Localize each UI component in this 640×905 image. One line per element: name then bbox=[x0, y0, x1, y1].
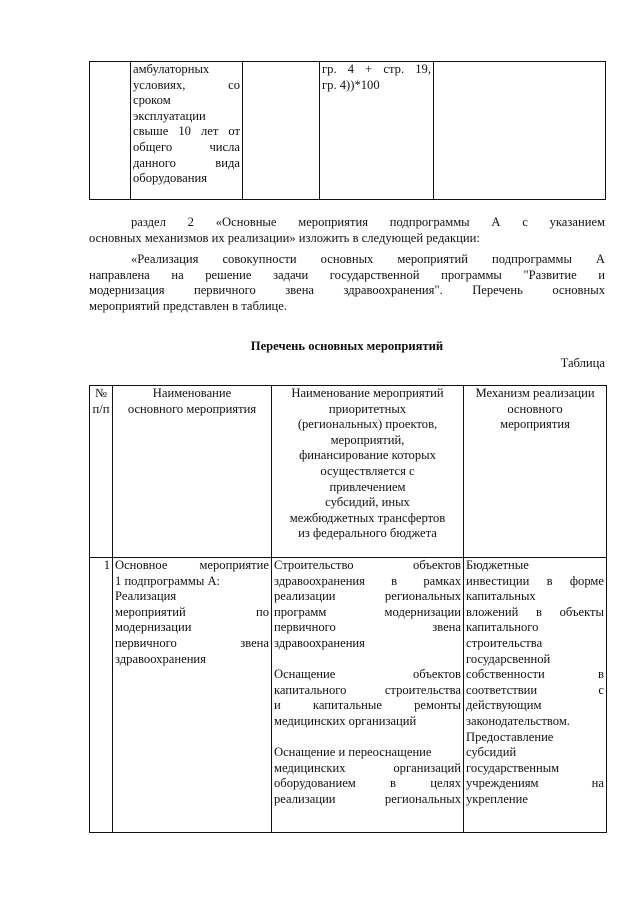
cell-line: оборудованием в целях bbox=[274, 776, 461, 791]
cell-line: данного вида bbox=[133, 155, 240, 170]
cell-line: здравоохранения bbox=[274, 635, 365, 650]
cell-line: Реализация bbox=[115, 589, 177, 604]
cell-line: амбулаторных bbox=[133, 62, 210, 76]
cell-line: собственности в bbox=[466, 667, 604, 682]
paragraph-line: направлена на решение задачи государственной программы "Развитие и bbox=[89, 267, 605, 282]
table-cell bbox=[90, 62, 131, 200]
cell-line: эксплуатации bbox=[133, 108, 206, 123]
cell-line: Оснащение и переоснащение bbox=[274, 745, 432, 760]
cell-line: инвестиции в форме bbox=[466, 573, 604, 588]
header-line: мероприятия bbox=[500, 417, 570, 432]
cell-line: реализации региональных bbox=[274, 589, 461, 604]
table-label: Таблица bbox=[560, 356, 605, 370]
cell-line: гр. 4 + стр. 19, bbox=[322, 62, 431, 76]
header-num bbox=[90, 386, 113, 558]
row-events bbox=[272, 558, 464, 833]
cell-line: Предоставление bbox=[466, 729, 554, 744]
header-line: Наименование bbox=[152, 386, 232, 400]
cell-line: вложений в объекты bbox=[466, 604, 604, 619]
paragraph-realization bbox=[89, 252, 605, 314]
cell-line: модернизации bbox=[115, 620, 192, 635]
header-name bbox=[113, 386, 272, 558]
cell-line: Строительство объектов bbox=[274, 558, 461, 572]
row-name bbox=[113, 558, 272, 833]
header-line: № bbox=[94, 386, 108, 400]
header-line: осуществляется с bbox=[320, 463, 415, 478]
header-line: финансирование которых bbox=[299, 448, 436, 463]
row-mechanism bbox=[464, 558, 607, 833]
cell-line: Основное мероприятие bbox=[115, 558, 269, 572]
cell-line: первичного звена bbox=[115, 635, 269, 650]
header-mechanism bbox=[464, 386, 607, 558]
cell-line: капитального строительства bbox=[274, 682, 461, 697]
cell-line: оборудования bbox=[133, 171, 207, 186]
cell-line: 1 подпрограммы А: bbox=[115, 573, 221, 588]
paragraph-section-2 bbox=[89, 215, 605, 246]
cell-line: государственным bbox=[466, 760, 560, 775]
table-cell bbox=[243, 62, 320, 200]
cell-line: законодательством. bbox=[466, 713, 570, 728]
cell-line: строительства bbox=[466, 635, 543, 650]
cell-line: медицинских организаций bbox=[274, 713, 417, 728]
spacer bbox=[274, 652, 461, 668]
section-title: Перечень основных мероприятий bbox=[250, 339, 444, 353]
header-line: Наименование мероприятий bbox=[291, 386, 444, 400]
paragraph-line: модернизация первичного звена здравоохранения". Перечень основных bbox=[89, 283, 605, 298]
cell-line: медицинских организаций bbox=[274, 760, 461, 775]
cell-line: мероприятий по bbox=[115, 604, 269, 619]
cell-line: свыше 10 лет от bbox=[133, 124, 240, 139]
cell-line: действующим bbox=[466, 698, 542, 713]
cell-line: первичного звена bbox=[274, 620, 461, 635]
header-line: межбюджетных трансфертов bbox=[289, 510, 446, 525]
header-events bbox=[272, 386, 464, 558]
header-line: (региональных) проектов, bbox=[297, 417, 438, 432]
paragraph-line: мероприятий представлен в таблице. bbox=[89, 298, 288, 313]
main-events-table bbox=[89, 385, 607, 833]
cell-line: гр. 4))*100 bbox=[322, 77, 380, 92]
paragraph-line: основных механизмов их реализации» изложить в следующей редакции: bbox=[89, 230, 480, 245]
formula-cell bbox=[320, 62, 434, 200]
cell-line: Бюджетные bbox=[466, 558, 529, 572]
table-row bbox=[90, 558, 607, 833]
header-line: привлечением bbox=[329, 479, 406, 494]
cell-line: субсидий bbox=[466, 745, 517, 760]
indicator-name-cell bbox=[131, 62, 243, 200]
table-header-row bbox=[90, 386, 607, 558]
spacer bbox=[274, 730, 461, 746]
cell-line: реализации региональных bbox=[274, 791, 461, 806]
cell-line: государсвенной bbox=[466, 651, 551, 666]
cell-line: программ модернизации bbox=[274, 604, 461, 619]
header-line: Механизм реализации bbox=[475, 386, 595, 400]
header-line: п/п bbox=[92, 401, 110, 416]
cell-line: капитальных bbox=[466, 589, 536, 604]
header-line: субсидий, иных bbox=[325, 495, 410, 510]
cell-line: здравоохранения в рамках bbox=[274, 573, 461, 588]
header-line: из федерального бюджета bbox=[298, 526, 437, 541]
cell-line: соответствии с bbox=[466, 682, 604, 697]
cell-line: укрепление bbox=[466, 791, 528, 806]
cell-line: капитального bbox=[466, 620, 539, 635]
cell-line: и капитальные ремонты bbox=[274, 698, 461, 713]
table-cell bbox=[434, 62, 606, 200]
continuation-table bbox=[89, 61, 606, 200]
cell-line: здравоохранения bbox=[115, 651, 206, 666]
cell-line: Оснащение объектов bbox=[274, 667, 461, 682]
cell-line: учреждениям на bbox=[466, 776, 604, 791]
row-num: 1 bbox=[90, 558, 113, 833]
header-line: основного bbox=[507, 401, 563, 416]
cell-line: общего числа bbox=[133, 139, 240, 154]
paragraph-line: раздел 2 «Основные мероприятия подпрограммы А с указанием bbox=[131, 215, 605, 229]
header-line: основного мероприятия bbox=[127, 401, 257, 416]
paragraph-line: «Реализация совокупности основных мероприятий подпрограммы А bbox=[131, 252, 605, 266]
cell-line: условиях, со bbox=[133, 77, 240, 92]
header-line: мероприятий, bbox=[330, 432, 405, 447]
header-line: приоритетных bbox=[328, 401, 407, 416]
cell-line: сроком bbox=[133, 93, 171, 108]
